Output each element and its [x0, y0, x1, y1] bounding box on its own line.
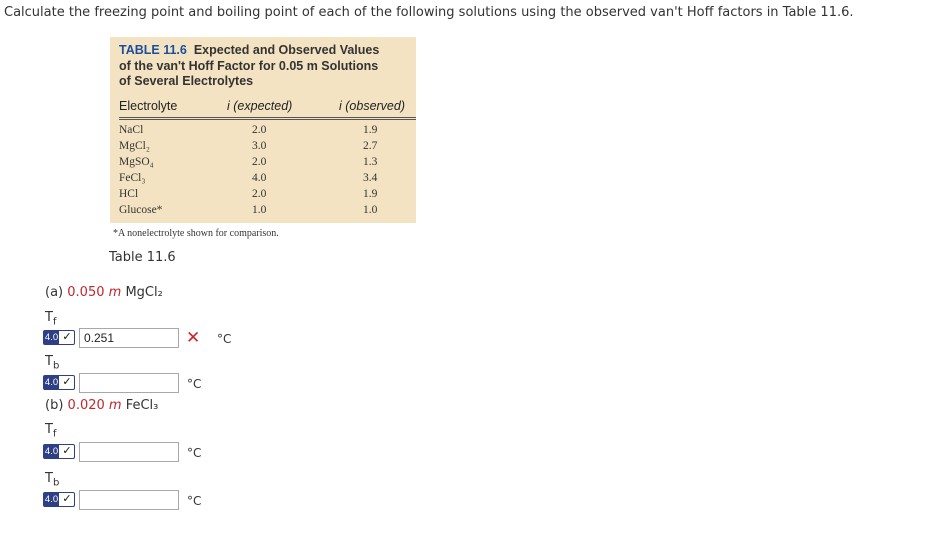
- points-badge: [43, 492, 75, 507]
- i-expected-cell: 4.0: [252, 172, 267, 184]
- electrolyte-cell: Glucose*: [119, 204, 163, 216]
- concentration-value: 0.050: [67, 285, 105, 300]
- answer-a-tb-input[interactable]: [79, 373, 179, 393]
- electrolyte-cell: FeCl₃: [119, 172, 146, 184]
- figure-title-line1: Expected and Observed Values: [193, 43, 380, 57]
- header-electrolyte: Electrolyte: [119, 99, 178, 113]
- figure-title-line3: of Several Electrolytes: [119, 74, 254, 88]
- part-label: (b): [45, 398, 64, 413]
- unit-label: °C: [187, 446, 202, 460]
- checkmark-icon: ✓: [62, 493, 72, 505]
- electrolyte-cell: MgCl₂: [119, 140, 150, 152]
- table-row: [110, 188, 416, 204]
- figure-caption: Table 11.6: [109, 250, 176, 265]
- part-label: (a): [45, 285, 64, 300]
- checkmark-icon: ✓: [62, 331, 72, 343]
- i-expected-cell: 3.0: [252, 140, 267, 152]
- van-t-hoff-table-figure: [110, 37, 416, 223]
- points-badge: [43, 330, 75, 345]
- table-row: [110, 140, 416, 156]
- variable-tf-label: $T_f$: [45, 310, 57, 328]
- part-a-heading: [45, 285, 163, 300]
- answer-a-tf-input[interactable]: [79, 328, 179, 348]
- i-observed-cell: 2.7: [363, 140, 378, 152]
- variable-tb-label: $T_b$: [45, 354, 60, 372]
- i-observed-cell: 1.0: [363, 204, 378, 216]
- molality-unit: m: [108, 398, 122, 413]
- header-i-expected: i (expected): [227, 99, 293, 113]
- i-observed-cell: 3.4: [363, 172, 378, 184]
- table-row: [110, 172, 416, 188]
- electrolyte-cell: NaCl: [119, 124, 144, 136]
- i-expected-cell: 2.0: [252, 124, 267, 136]
- answer-b-tb-input[interactable]: [79, 490, 179, 510]
- i-expected-cell: 2.0: [252, 156, 267, 168]
- checkmark-icon: ✓: [62, 376, 72, 388]
- molality-unit: m: [108, 285, 122, 300]
- figure-title: [119, 43, 409, 90]
- points-value: 4.0: [44, 332, 59, 343]
- table-number: TABLE 11.6: [119, 43, 187, 57]
- concentration-value: 0.020: [67, 398, 105, 413]
- i-expected-cell: 2.0: [252, 188, 267, 200]
- compound-formula: MgCl₂: [125, 285, 163, 300]
- i-expected-cell: 1.0: [252, 204, 267, 216]
- i-observed-cell: 1.3: [363, 156, 378, 168]
- compound-formula: FeCl₃: [125, 398, 159, 413]
- variable-tb-label: $T_b$: [45, 471, 60, 489]
- electrolyte-cell: MgSO₄: [119, 156, 154, 168]
- header-divider: [119, 117, 416, 118]
- table-row: [110, 204, 416, 220]
- i-observed-cell: 1.9: [363, 188, 378, 200]
- i-observed-cell: 1.9: [363, 124, 378, 136]
- unit-label: °C: [217, 332, 232, 346]
- points-value: 4.0: [44, 494, 59, 505]
- points-badge: [43, 444, 75, 459]
- variable-tf-label: $T_f$: [45, 422, 57, 440]
- question-text: Calculate the freezing point and boiling point of each of the following solutions using the observed van't Hoff factors in Table 11.6.: [4, 5, 854, 20]
- points-badge: [43, 375, 75, 390]
- table-rows: [110, 124, 416, 220]
- checkmark-icon: ✓: [62, 445, 72, 457]
- points-value: 4.0: [44, 446, 59, 457]
- header-divider-2: [119, 119, 416, 120]
- unit-label: °C: [187, 494, 202, 508]
- table-row: [110, 156, 416, 172]
- header-i-observed: i (observed): [339, 99, 405, 113]
- unit-label: °C: [187, 377, 202, 391]
- x-mark-icon: ✕: [186, 328, 201, 348]
- figure-title-line2: of the van't Hoff Factor for 0.05 m Solutions: [119, 58, 379, 73]
- table-row: [110, 124, 416, 140]
- part-b-heading: [45, 398, 158, 413]
- points-value: 4.0: [44, 377, 59, 388]
- table-footnote: *A nonelectrolyte shown for comparison.: [113, 228, 279, 239]
- answer-b-tf-input[interactable]: [79, 442, 179, 462]
- electrolyte-cell: HCl: [119, 188, 139, 200]
